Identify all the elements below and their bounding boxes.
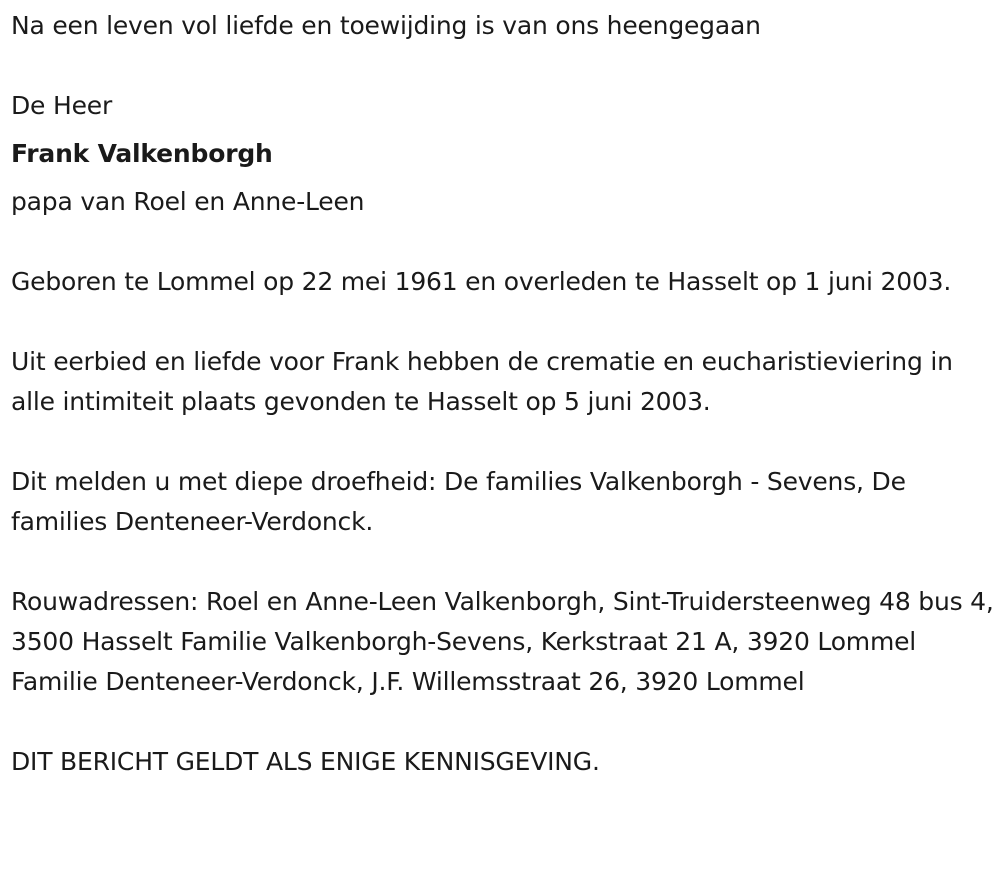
families-text: Dit melden u met diepe droefheid: De families Valkenborgh - Sevens, De families Denteneer-Verdonck. xyxy=(11,467,906,536)
deceased-name: Frank Valkenborgh xyxy=(11,139,273,168)
obituary-notice xyxy=(11,6,996,782)
addresses-text: Rouwadressen: Roel en Anne-Leen Valkenborgh, Sint-Truidersteenweg 48 bus 4, 3500 Hasselt Familie Valkenborgh-Sevens, Kerkstraat 21 A, 3920 Lommel Familie Denteneer-Verdonck, J.F. Willemsstraat 26, 3920 Lommel xyxy=(11,587,994,696)
birth-death-text: Geboren te Lommel op 22 mei 1961 en overleden te Hasselt op 1 juni 2003. xyxy=(11,267,952,296)
relation-text: papa van Roel en Anne-Leen xyxy=(11,187,365,216)
closing-text: DIT BERICHT GELDT ALS ENIGE KENNISGEVING. xyxy=(11,747,600,776)
salutation: De Heer xyxy=(11,91,113,120)
intro-text: Na een leven vol liefde en toewijding is van ons heengegaan xyxy=(11,11,761,40)
ceremony-text: Uit eerbied en liefde voor Frank hebben de crematie en eucharistieviering in alle intimiteit plaats gevonden te Hasselt op 5 juni 2003. xyxy=(11,347,953,416)
